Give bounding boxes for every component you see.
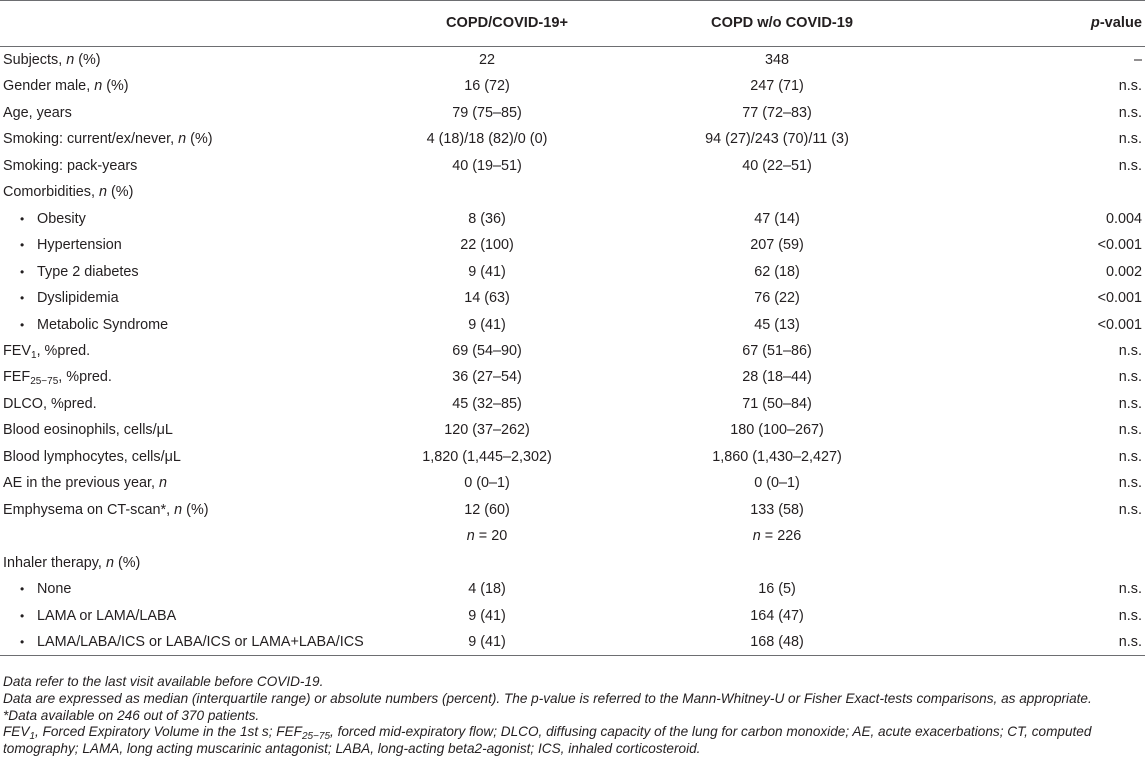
table-row [0, 100, 1145, 126]
cell-p-value: <0.001 [1097, 316, 1142, 333]
table-row [0, 232, 1145, 258]
bullet-icon: • [20, 264, 25, 279]
header-copd-without-covid: COPD w/o COVID-19 [711, 15, 853, 31]
bullet-icon: • [20, 634, 25, 649]
cell-copd-covid-positive: 40 (19–51) [452, 157, 522, 174]
cell-p-value: n.s. [1118, 475, 1142, 492]
cell-p-value: – [1133, 52, 1142, 68]
cell-copd-without-covid: 207 (59) [750, 237, 804, 254]
cell-copd-without-covid: 247 (71) [750, 78, 804, 95]
row-label: • Obesity [0, 206, 356, 232]
bullet-icon: • [20, 317, 25, 332]
cell-copd-covid-positive: 45 (32–85) [452, 395, 522, 412]
table-row [0, 312, 1145, 338]
header-p-value: p-value [1090, 15, 1142, 31]
cell-copd-without-covid: 164 (47) [750, 607, 804, 624]
cell-p-value [936, 523, 1145, 549]
bullet-icon: • [20, 238, 25, 253]
table-row [0, 47, 1145, 74]
row-label: Comorbidities, n (%) [3, 184, 134, 201]
cell-copd-without-covid: 0 (0–1) [754, 475, 800, 492]
cell-copd-covid-positive: 22 [478, 52, 495, 68]
cell-copd-without-covid [618, 550, 936, 576]
table-row [0, 206, 1145, 232]
cell-copd-covid-positive: 9 (41) [468, 316, 506, 333]
table-body [0, 47, 1145, 656]
cell-copd-covid-positive: 1,820 (1,445–2,302) [422, 448, 552, 465]
cell-copd-without-covid: n = 226 [752, 528, 802, 545]
cell-copd-covid-positive: 79 (75–85) [452, 104, 522, 121]
bullet-icon: • [20, 582, 25, 597]
footnote-abbreviations-cont: tomography; LAMA, long acting muscarinic antagonist; LABA, long-acting beta2-agonist; ICS, inhaled corticosteroid. [3, 741, 701, 757]
cell-p-value: <0.001 [1097, 290, 1142, 307]
table-row [0, 470, 1145, 496]
cell-copd-covid-positive [356, 179, 618, 205]
cell-copd-covid-positive: 4 (18)/18 (82)/0 (0) [426, 131, 548, 148]
row-label: Inhaler therapy, n (%) [3, 554, 141, 571]
cell-p-value: n.s. [1118, 422, 1142, 439]
cell-copd-without-covid: 77 (72–83) [742, 104, 812, 121]
cell-copd-without-covid: 76 (22) [754, 290, 800, 307]
cell-copd-without-covid: 62 (18) [754, 263, 800, 280]
table-row [0, 603, 1145, 629]
cell-copd-without-covid: 28 (18–44) [742, 369, 812, 386]
cell-copd-without-covid: 1,860 (1,430–2,427) [712, 448, 842, 465]
footnote-1: Data refer to the last visit available before COVID-19. [3, 674, 324, 689]
table-row [0, 417, 1145, 443]
cell-copd-without-covid: 168 (48) [750, 633, 804, 650]
table-footnotes [3, 674, 1143, 758]
table-row [0, 444, 1145, 470]
row-label: • Dyslipidemia [0, 285, 356, 311]
cell-p-value: n.s. [1118, 395, 1142, 412]
table-row [0, 126, 1145, 152]
cell-copd-covid-positive: 14 (63) [464, 290, 510, 307]
cell-p-value: n.s. [1118, 78, 1142, 95]
cell-copd-covid-positive: 8 (36) [468, 210, 506, 227]
table-row [0, 285, 1145, 311]
cell-copd-covid-positive: 9 (41) [468, 263, 506, 280]
cell-copd-covid-positive: 120 (37–262) [444, 422, 530, 439]
table-row [0, 259, 1145, 285]
row-label: $FEF_{25-75}$, %pred. [3, 369, 112, 388]
table-header-row [0, 1, 1145, 47]
cell-p-value: n.s. [1118, 581, 1142, 598]
cell-copd-without-covid: 94 (27)/243 (70)/11 (3) [705, 131, 849, 148]
row-label [0, 523, 356, 549]
cell-copd-covid-positive: 9 (41) [468, 633, 506, 650]
table-row [0, 523, 1145, 549]
cell-p-value [936, 550, 1145, 576]
cell-p-value: n.s. [1118, 607, 1142, 624]
bullet-icon: • [20, 608, 25, 623]
cell-copd-covid-positive: 12 (60) [464, 501, 510, 518]
row-label: Gender male, n (%) [3, 78, 129, 95]
cell-copd-without-covid: 71 (50–84) [742, 395, 812, 412]
row-label: $FEV_1$, %pred. [3, 342, 91, 361]
row-label: DLCO, %pred. [3, 395, 97, 412]
row-label: Emphysema on CT-scan*, n (%) [3, 501, 209, 518]
table-row [0, 179, 1145, 205]
cell-copd-without-covid: 16 (5) [758, 581, 796, 598]
row-label: • LAMA or LAMA/LABA [0, 603, 356, 629]
cell-p-value: n.s. [1118, 369, 1142, 386]
table-row [0, 550, 1145, 576]
table-row [0, 497, 1145, 523]
row-label: • Hypertension [0, 232, 356, 258]
cell-p-value: 0.002 [1105, 263, 1142, 280]
row-label: • Type 2 diabetes [0, 259, 356, 285]
footnote-2: Data are expressed as median (interquartile range) or absolute numbers (percent). The p-value is referred to the Mann-Whitney-U or Fisher Exact-tests comparisons, as appropriate. [3, 690, 1092, 706]
table-row [0, 338, 1145, 364]
row-label: Smoking: pack-years [3, 157, 138, 174]
bullet-icon: • [20, 291, 25, 306]
cell-copd-without-covid: 133 (58) [750, 501, 804, 518]
bullet-icon: • [20, 211, 25, 226]
cell-copd-without-covid: 180 (100–267) [730, 422, 824, 439]
cell-copd-covid-positive: n = 20 [466, 528, 508, 545]
cell-copd-covid-positive: 16 (72) [464, 78, 510, 95]
cell-p-value: 0.004 [1105, 210, 1142, 227]
cell-copd-covid-positive: 36 (27–54) [452, 369, 522, 386]
cell-p-value: <0.001 [1097, 237, 1142, 254]
cell-p-value: n.s. [1118, 448, 1142, 465]
cell-copd-without-covid: 40 (22–51) [742, 157, 812, 174]
cell-copd-without-covid: 47 (14) [754, 210, 800, 227]
cell-copd-covid-positive [356, 550, 618, 576]
row-label: Blood eosinophils, cells/μL [3, 422, 173, 439]
cell-p-value: n.s. [1118, 131, 1142, 148]
row-label: AE in the previous year, n [3, 475, 168, 492]
cell-copd-covid-positive: 0 (0–1) [464, 475, 510, 492]
cell-copd-without-covid: 45 (13) [754, 316, 800, 333]
row-label: Smoking: current/ex/never, n (%) [3, 131, 213, 148]
row-label: • Metabolic Syndrome [0, 312, 356, 338]
cell-copd-without-covid: 348 [764, 52, 789, 68]
footnote-3: *Data available on 246 out of 370 patients. [3, 707, 260, 723]
header-copd-covid-positive: COPD/COVID-19+ [445, 15, 569, 31]
row-label: Subjects, n (%) [3, 52, 101, 68]
cell-p-value: n.s. [1118, 501, 1142, 518]
cell-p-value: n.s. [1118, 104, 1142, 121]
table-row [0, 153, 1145, 179]
cell-p-value: n.s. [1118, 157, 1142, 174]
cell-copd-without-covid: 67 (51–86) [742, 342, 812, 359]
cell-copd-covid-positive: 22 (100) [460, 237, 514, 254]
cell-copd-without-covid [618, 179, 936, 205]
row-label: • None [0, 576, 356, 602]
cell-copd-covid-positive: 4 (18) [468, 581, 506, 598]
table-row [0, 73, 1145, 99]
row-label: • LAMA/LABA/ICS or LABA/ICS or LAMA+LABA/ICS [0, 629, 356, 656]
cell-p-value [936, 179, 1145, 205]
table-row [0, 576, 1145, 602]
cell-p-value: n.s. [1118, 342, 1142, 359]
cell-copd-covid-positive: 69 (54–90) [452, 342, 522, 359]
row-label: Blood lymphocytes, cells/μL [3, 448, 181, 465]
table-row [0, 629, 1145, 656]
cell-p-value: n.s. [1118, 633, 1142, 650]
table-row [0, 364, 1145, 390]
cell-copd-covid-positive: 9 (41) [468, 607, 506, 624]
table-row [0, 391, 1145, 417]
footnote-abbreviations: $FEV_1$, Forced Expiratory Volume in the 1st s; $FEF_{25-75}$, forced mid-expiratory flow; DLCO, diffusing capacity of the lung for carbon monoxide; AE, acute exacerbations; CT, computed [3, 724, 1092, 743]
row-label: Age, years [3, 104, 72, 121]
header-variable [0, 1, 356, 47]
